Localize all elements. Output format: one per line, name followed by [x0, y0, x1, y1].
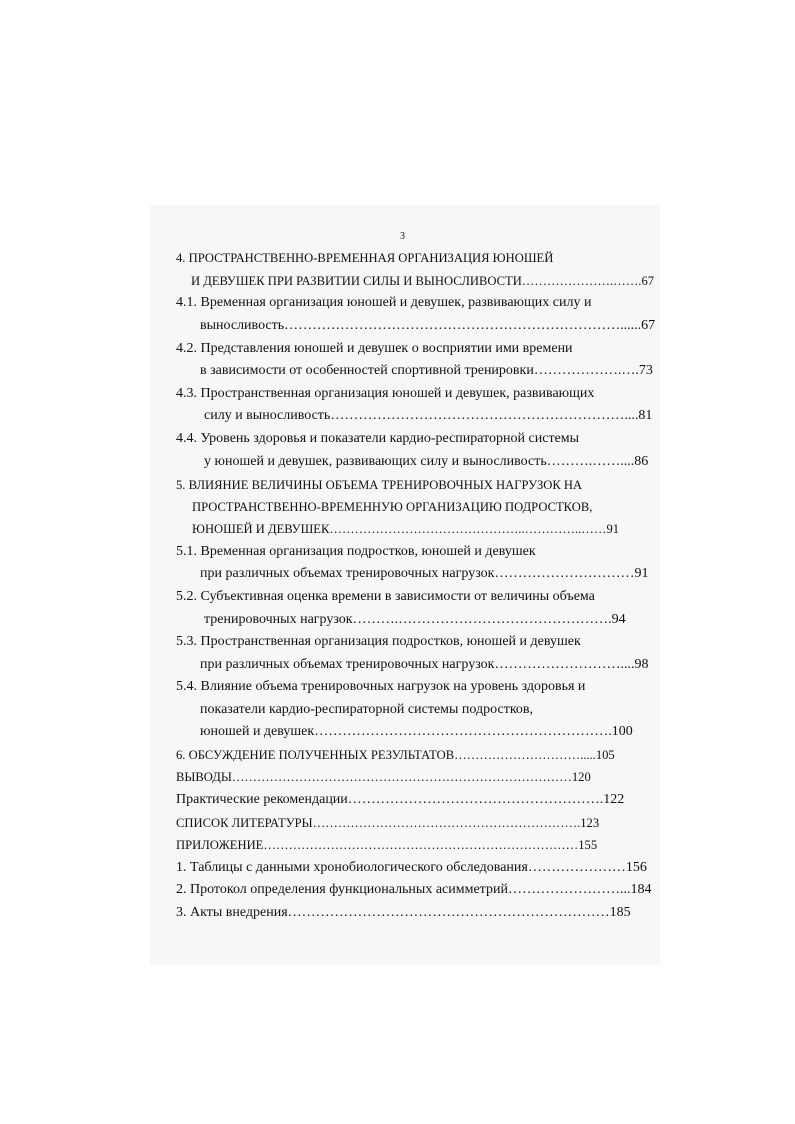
toc-line: 4.3. Пространственная организация юношей и девушек, развивающих	[176, 386, 595, 401]
toc-line: 5.2. Субъективная оценка времени в зависимости от величины объема	[176, 589, 595, 604]
toc-line: ЮНОШЕЙ И ДЕВУШЕК………………………………………..…………..……91	[192, 522, 620, 536]
page-number: 3	[400, 231, 405, 242]
toc-line: юношей и девушек……………………………………………………….100	[200, 724, 633, 739]
toc-line: тренировочных нагрузок……….……………………………………….94	[204, 612, 626, 627]
toc-line: ПРОСТРАНСТВЕННО-ВРЕМЕННУЮ ОРГАНИЗАЦИЮ ПОДРОСТКОВ,	[192, 500, 593, 514]
toc-line: 5. ВЛИЯНИЕ ВЕЛИЧИНЫ ОБЪЕМА ТРЕНИРОВОЧНЫХ НАГРУЗОК НА	[176, 478, 583, 492]
toc-line: ПРИЛОЖЕНИЕ…………………………………………………………………155	[176, 838, 598, 852]
toc-line: 6. ОБСУЖДЕНИЕ ПОЛУЧЕННЫХ РЕЗУЛЬТАТОВ………………………….....105	[176, 748, 615, 762]
toc-line: 4.1. Временная организация юношей и девушек, развивающих силу и	[176, 295, 592, 310]
toc-line: выносливость………………………………………………………………......67	[200, 318, 656, 333]
toc-line: Практические рекомендации……………………………………………….122	[176, 792, 625, 807]
toc-line: 5.1. Временная организация подростков, юношей и девушек	[176, 544, 536, 559]
toc-line: 2. Протокол определения функциональных асимметрий……………………...184	[176, 882, 652, 897]
toc-line: 4.4. Уровень здоровья и показатели кардио-респираторной системы	[176, 431, 580, 446]
toc-line: 4. ПРОСТРАНСТВЕННО-ВРЕМЕННАЯ ОРГАНИЗАЦИЯ ЮНОШЕЙ	[176, 251, 554, 265]
toc-line: при различных объемах тренировочных нагрузок………………………....98	[200, 657, 649, 672]
toc-line: у юношей и девушек, развивающих силу и выносливость……….……....86	[204, 454, 649, 469]
toc-line: 5.4. Влияние объема тренировочных нагрузок на уровень здоровья и	[176, 679, 586, 694]
toc-line: 1. Таблицы с данными хронобиологического обследования…………………156	[176, 860, 647, 875]
toc-line: показатели кардио-респираторной системы подростков,	[200, 702, 534, 717]
toc-line: 5.3. Пространственная организация подростков, юношей и девушек	[176, 634, 581, 649]
toc-line: при различных объемах тренировочных нагрузок…………………………91	[200, 566, 649, 581]
toc-line: 3. Акты внедрения……………………………………………………………185	[176, 905, 631, 920]
toc-line: в зависимости от особенностей спортивной тренировки……………….….73	[200, 363, 653, 378]
toc-line: силу и выносливость………………………………………………………....81	[204, 408, 653, 423]
toc-line: И ДЕВУШЕК ПРИ РАЗВИТИИ СИЛЫ И ВЫНОСЛИВОСТИ………………….…….67	[191, 274, 655, 288]
toc-line: 4.2. Представления юношей и девушек о восприятии ими времени	[176, 341, 573, 356]
toc-line: ВЫВОДЫ………………………………………………………………………120	[176, 770, 591, 784]
toc-line: СПИСОК ЛИТЕРАТУРЫ……………………………………………………….123	[176, 816, 600, 830]
